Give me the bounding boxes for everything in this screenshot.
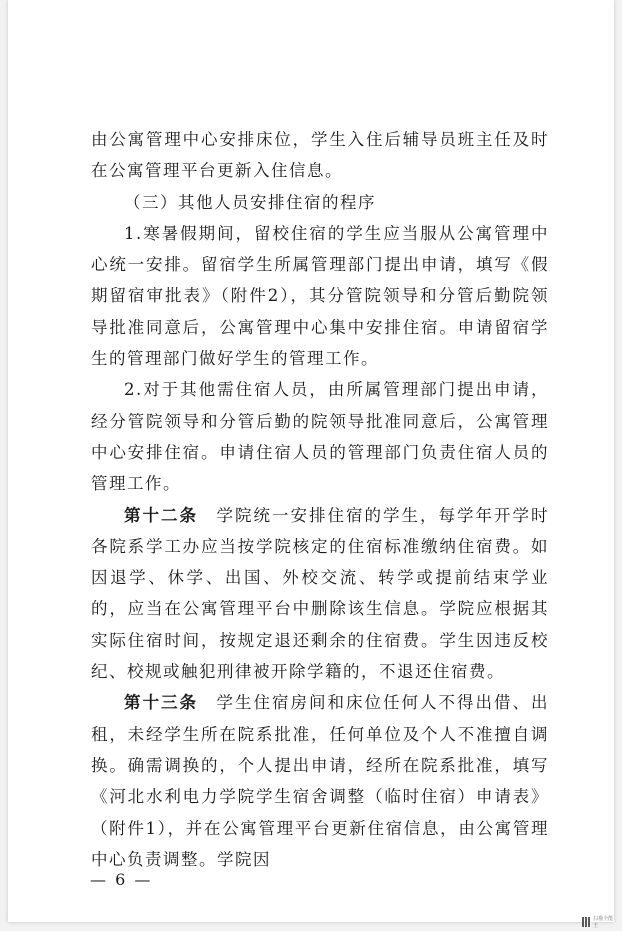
body-text — [91, 124, 549, 875]
paragraph-2: （三）其他人员安排住宿的程序 — [124, 192, 376, 212]
scanner-watermark — [582, 915, 616, 929]
watermark-text: 扫描全能王 — [593, 916, 614, 929]
paragraph-4: 2.对于其他需住宿人员，由所属管理部门提出申请，经分管院领导和分管后勤的院领导批准同意后，公寓管理中心安排住宿。申请住宿人员的管理部门负责住宿人员的管理工作。 — [91, 380, 549, 494]
paragraph-1: 由公寓管理中心安排床位，学生入住后辅导员班主任及时在公寓管理平台更新入住信息。 — [91, 130, 549, 181]
article-heading: 第十二条 — [124, 505, 198, 525]
article-heading: 第十三条 — [124, 693, 198, 713]
paragraph-5: 第十二条 学院统一安排住宿的学生，每学年开学时各院系学工办应当按学院核定的住宿标准缴纳住宿费。如因退学、休学、出国、外校交流、转学或提前结束学业的，应当在公寓管理平台中删除该生信息。学院应根据其实际住宿时间，按规定退还剩余的住宿费。学生因违反校纪、校规或触犯刑律被开除学籍的，不退还住宿费。 — [91, 505, 549, 682]
page-number: — 6 — — [90, 870, 153, 889]
paragraph-6: 第十三条 学生住宿房间和床位任何人不得出借、出租，未经学生所在院系批准，任何单位及个人不准擅自调换。确需调换的，个人提出申请，经所在院系批准，填写《河北水利电力学院学生宿舍调整（临时住宿）申请表》（附件1），并在公寓管理平台更新住宿信息，由公寓管理中心负责调整。学院因 — [91, 693, 549, 869]
paragraph-3: 1.寒暑假期间，留校住宿的学生应当服从公寓管理中心统一安排。留宿学生所属管理部门提出申请，填写《假期留宿审批表》（附件2），其分管院领导和分管后勤院领导批准同意后，公寓管理中心集中安排住宿。申请留宿学生的管理部门做好学生的管理工作。 — [91, 223, 549, 369]
qr-code-icon — [582, 917, 591, 927]
document-page — [8, 0, 614, 922]
